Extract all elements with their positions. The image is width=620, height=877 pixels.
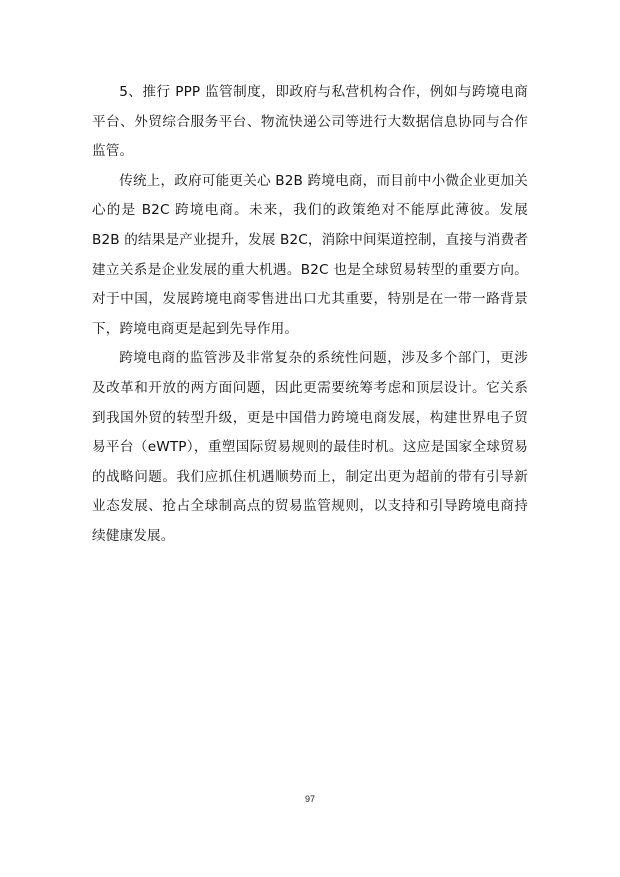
body-text [92, 78, 528, 552]
paragraph-b2b-b2c: 传统上，政府可能更关心 B2B 跨境电商，而目前中小微企业更加关心的是 B2C 跨境电商。未来，我们的政策绝对不能厚此薄彼。发展 B2B 的结果是产业提升，发展 B2C，消除中间渠道控制，直接与消费者建立关系是企业发展的重大机遇。B2C 也是全球贸易转型的重要方向。对于中国，发展跨境电商零售进出口尤其重要，特别是在一带一路背景下，跨境电商更是起到先导作用。 [92, 172, 528, 337]
page-number: 97 [304, 794, 315, 804]
paragraph-ppp-regulation: 5、推行 PPP 监管制度，即政府与私营机构合作，例如与跨境电商平台、外贸综合服务平台、物流快递公司等进行大数据信息协同与合作监管。 [92, 84, 528, 160]
paragraph-regulation-strategy: 跨境电商的监管涉及非常复杂的系统性问题，涉及多个部门，更涉及改革和开放的两方面问题，因此更需要统筹考虑和顶层设计。它关系到我国外贸的转型升级，更是中国借力跨境电商发展，构建世界电子贸易平台（eWTP），重塑国际贸易规则的最佳时机。这应是国家全球贸易的战略问题。我们应抓住机遇顺势而上，制定出更为超前的带有引导新业态发展、抢占全球制高点的贸易监管规则，以支持和引导跨境电商持续健康发展。 [92, 350, 528, 544]
